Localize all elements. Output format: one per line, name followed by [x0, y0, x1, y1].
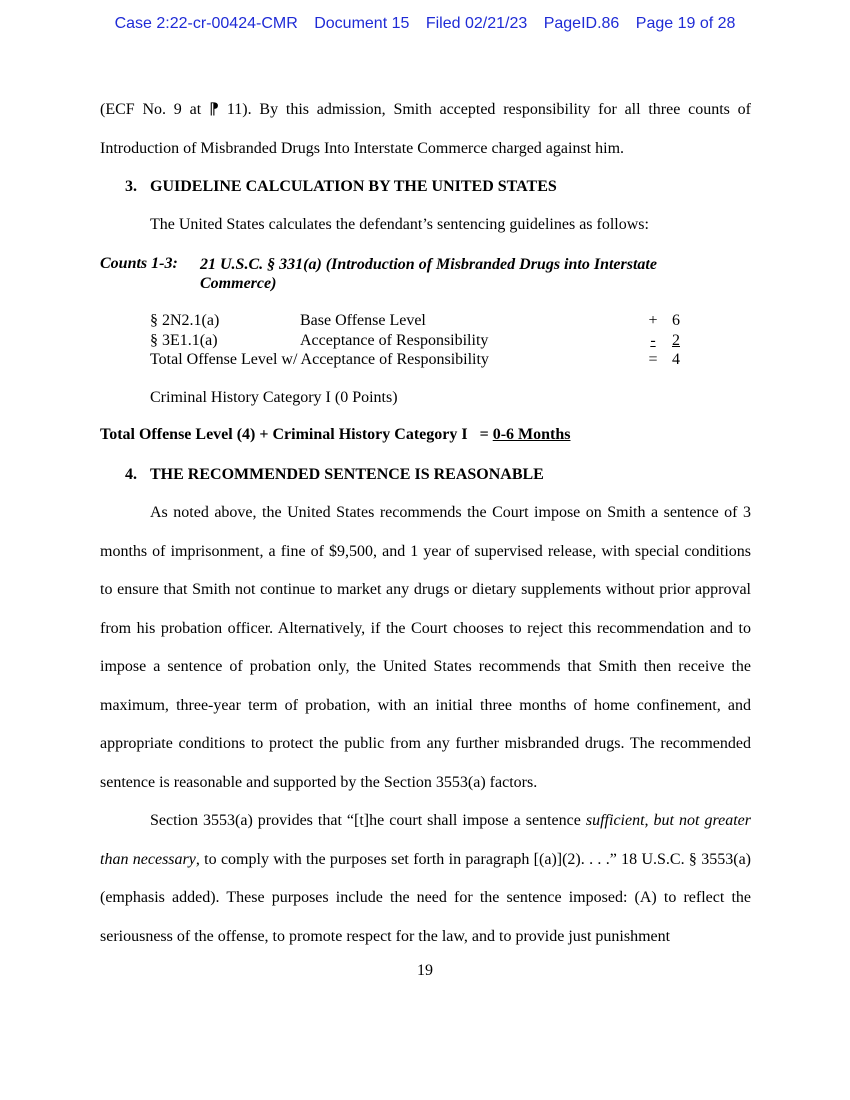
section-3-title: GUIDELINE CALCULATION BY THE UNITED STATES	[150, 178, 557, 195]
guideline-row	[150, 312, 690, 331]
page-id: PageID.86	[543, 15, 620, 32]
section-4-paragraph-1: As noted above, the United States recommends the Court impose on Smith a sentence of 3 months of imprisonment, a fine of $9,500, and 1 year of supervised release, with special conditions to ensure that Smith not continue to market any drugs or dietary supplements without prior approval from his probation officer. Alternatively, if the Court chooses to reject this recommendation and to impose a sentence of probation only, the United States recommends that Smith then receive the maximum, three-year term of probation, with an initial three months of home confinement, and appropriate conditions to protect the public from any further misbranded drugs. The recommended sentence is reasonable and supported by the Section 3553(a) factors.	[100, 504, 751, 791]
guideline-total-operator: =	[648, 351, 658, 368]
guideline-value: 6	[672, 312, 680, 329]
counts-label: Counts 1-3:	[100, 255, 178, 272]
guideline-value: 2	[672, 332, 680, 349]
case-header	[0, 15, 850, 33]
counts-statute: 21 U.S.C. § 331(a) (Introduction of Misbranded Drugs into Interstate Commerce)	[200, 256, 657, 292]
section-4-heading	[125, 466, 544, 484]
total-offense-line	[100, 426, 570, 444]
section-3-text	[100, 206, 751, 245]
total-offense-result: 0-6 Months	[492, 426, 571, 443]
counts-block	[100, 255, 680, 293]
guideline-total-row	[150, 351, 690, 370]
section-3-number: 3.	[125, 178, 137, 195]
section-4-number: 4.	[125, 466, 137, 483]
intro-paragraph	[100, 91, 751, 168]
section-4-body	[100, 494, 751, 956]
page-number: 19	[417, 962, 433, 979]
guideline-row	[150, 332, 690, 351]
section-4-title: THE RECOMMENDED SENTENCE IS REASONABLE	[150, 466, 544, 483]
guideline-operator: +	[648, 312, 658, 329]
guideline-total-value: 4	[672, 351, 680, 368]
guideline-description: Base Offense Level	[300, 312, 426, 329]
criminal-history: Criminal History Category I (0 Points)	[150, 389, 398, 406]
emphasized-phrase: sufficient, but not greater than necessary	[100, 812, 751, 868]
guideline-section: § 3E1.1(a)	[150, 332, 218, 349]
total-offense-label: Total Offense Level (4) + Criminal History Category I =	[100, 426, 493, 443]
intro-line-2: Introduction of Misbranded Drugs Into Interstate Commerce charged against him.	[100, 139, 625, 157]
page-of: Page 19 of 28	[635, 15, 736, 32]
paragraph-2-rest: , to comply with the purposes set forth in paragraph [(a)](2). . . .” 18 U.S.C. § 3553(a) (emphasis added). These purposes include the need for the sentence imposed: (A) to reflect the seriousness of the offense, to promote respect for the law, and to provide just punishment	[100, 850, 751, 945]
guideline-section: § 2N2.1(a)	[150, 312, 220, 329]
criminal-history-line	[150, 389, 690, 408]
guideline-total-label: Total Offense Level w/ Acceptance of Responsibility	[150, 351, 489, 368]
section-4-paragraph-2	[100, 802, 751, 956]
filed-date: Filed 02/21/23	[425, 15, 528, 32]
case-number: Case 2:22-cr-00424-CMR	[114, 15, 298, 32]
guideline-operator: -	[650, 332, 656, 349]
document-number: Document 15	[314, 15, 410, 32]
guideline-description: Acceptance of Responsibility	[300, 332, 489, 349]
section-3-heading	[125, 178, 557, 196]
paragraph-2-lead: Section 3553(a) provides that “[t]he court shall impose a sentence	[150, 812, 586, 829]
intro-line-1: (ECF No. 9 at ⁋ 11). By this admission, Smith accepted responsibility for all three counts of	[100, 101, 751, 118]
section-3-paragraph: The United States calculates the defendant’s sentencing guidelines as follows:	[150, 216, 649, 233]
